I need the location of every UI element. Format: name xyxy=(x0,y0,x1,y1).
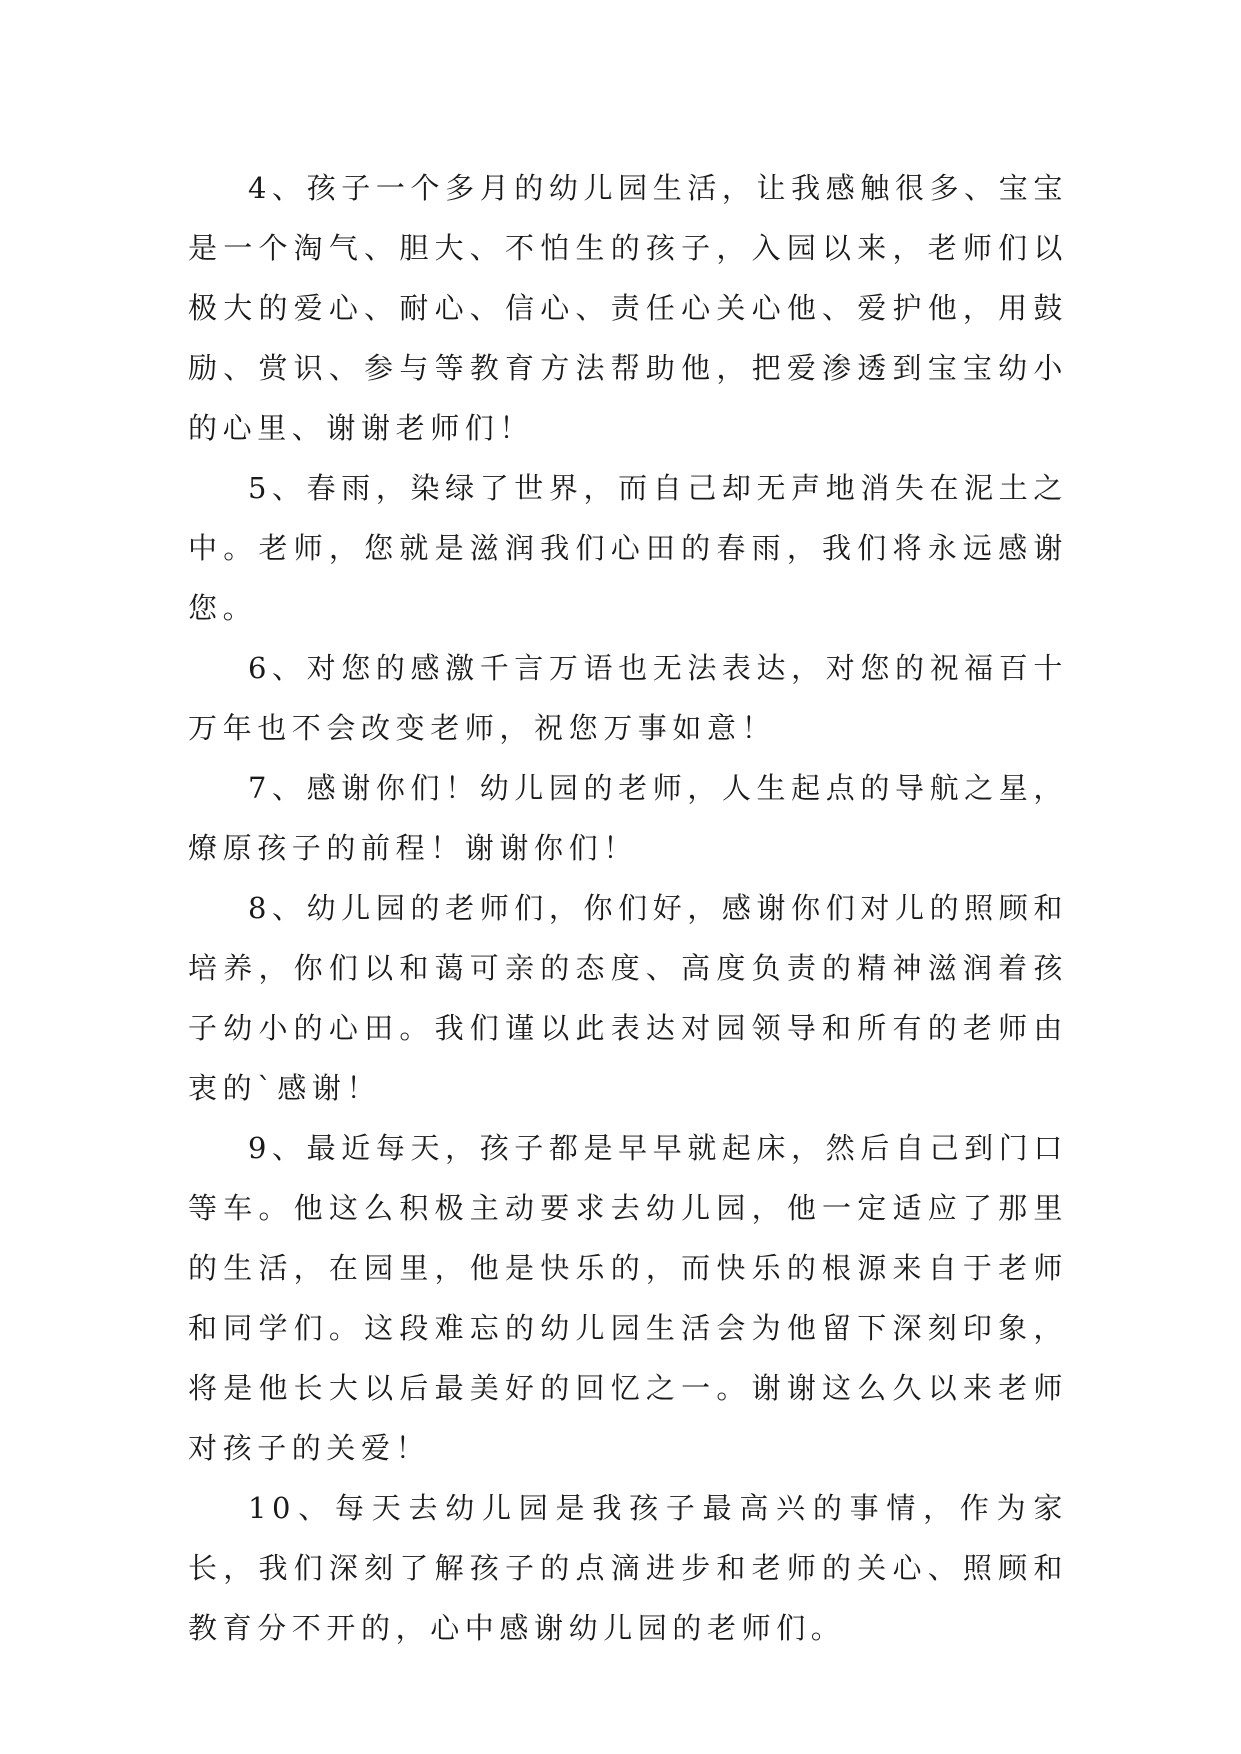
paragraph-4: 4、孩子一个多月的幼儿园生活，让我感触很多、宝宝是一个淘气、胆大、不怕生的孩子，入园以来，老师们以极大的爱心、耐心、信心、责任心关心他、爱护他，用鼓励、赏识、参与等教育方法帮助他，把爱渗透到宝宝幼小的心里、谢谢老师们！ xyxy=(188,171,1068,445)
paragraph-8: 8、幼儿园的老师们，你们好，感谢你们对儿的照顾和培养，你们以和蔼可亲的态度、高度负责的精神滋润着孩子幼小的心田。我们谨以此表达对园领导和所有的老师由衷的`感谢！ xyxy=(188,891,1068,1105)
paragraph-7: 7、感谢你们！幼儿园的老师，人生起点的导航之星，燎原孩子的前程！谢谢你们！ xyxy=(188,771,1068,865)
paragraph-9: 9、最近每天，孩子都是早早就起床，然后自己到门口等车。他这么积极主动要求去幼儿园，他一定适应了那里的生活，在园里，他是快乐的，而快乐的根源来自于老师和同学们。这段难忘的幼儿园生活会为他留下深刻印象，将是他长大以后最美好的回忆之一。谢谢这么久以来老师对孩子的关爱！ xyxy=(188,1131,1068,1465)
paragraph-6: 6、对您的感激千言万语也无法表达，对您的祝福百十万年也不会改变老师，祝您万事如意！ xyxy=(188,651,1068,745)
paragraph-10: 10、每天去幼儿园是我孩子最高兴的事情，作为家长，我们深刻了解孩子的点滴进步和老师的关心、照顾和教育分不开的，心中感谢幼儿园的老师们。 xyxy=(188,1491,1068,1645)
document-body xyxy=(188,158,1068,1658)
paragraph-5: 5、春雨，染绿了世界，而自己却无声地消失在泥土之中。老师，您就是滋润我们心田的春雨，我们将永远感谢您。 xyxy=(188,471,1068,625)
